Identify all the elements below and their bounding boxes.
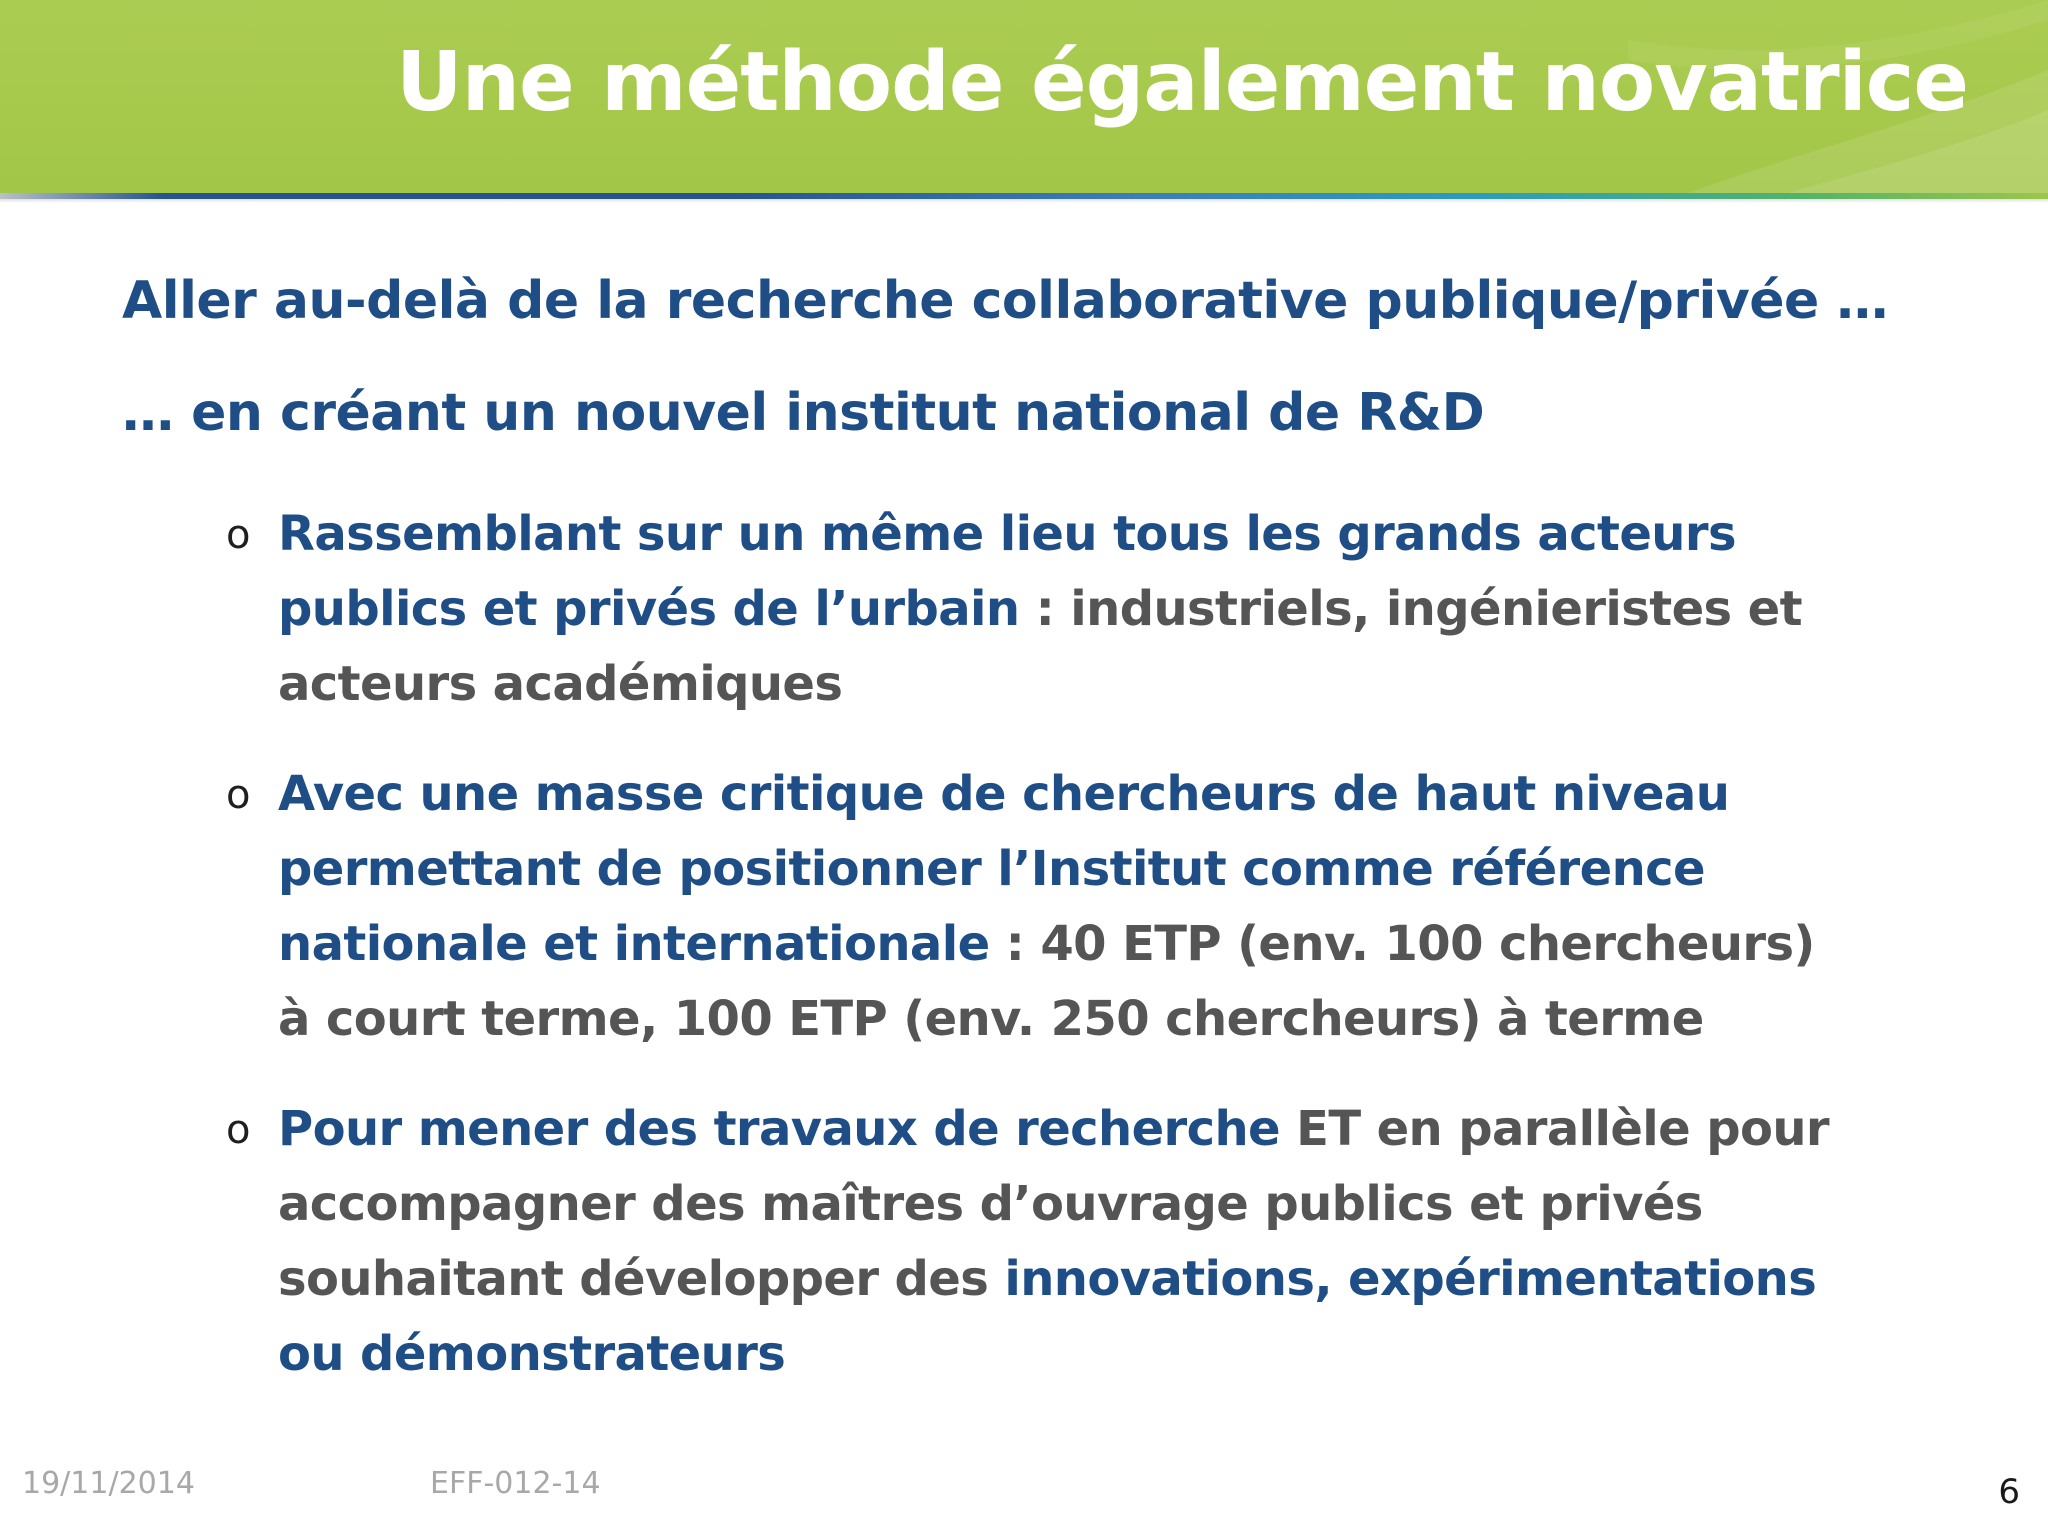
bullet-item-2 xyxy=(122,757,1862,1057)
bullet-1-text: : industriels, ingénieristes et acteurs académiques xyxy=(278,580,1802,712)
bullet-circle-icon: o xyxy=(226,1106,250,1153)
slide-title: Une méthode également novatrice xyxy=(396,35,1968,130)
footer-reference: EFF-012-14 xyxy=(430,1466,601,1501)
bullet-2-highlight: Avec une masse critique de chercheurs de haut niveau permettant de positionner l’Institut comme référence nationale et internationale xyxy=(278,765,1730,972)
bullet-3-highlight: Pour mener des travaux de recherche xyxy=(278,1100,1281,1157)
bullet-3-text: ET en parallèle pour accompagner des maîtres d’ouvrage publics et privés souhaitant développer des xyxy=(278,1100,1829,1307)
bullet-list xyxy=(122,497,1982,1392)
bullet-circle-icon: o xyxy=(226,511,250,558)
bullet-1-highlight: Rassemblant sur un même lieu tous les grands acteurs publics et privés de l’urbain xyxy=(278,505,1736,637)
page-number: 6 xyxy=(1998,1472,2020,1512)
bullet-3-highlight-end: innovations, expérimentations ou démonstrateurs xyxy=(278,1250,1817,1382)
bullet-item-1 xyxy=(122,497,1862,722)
lead-line-1: Aller au-delà de la recherche collaborative publique/privée … xyxy=(122,271,1888,331)
bullet-circle-icon: o xyxy=(226,771,250,818)
header-divider-shadow xyxy=(0,199,2048,203)
slide-content xyxy=(122,270,1982,1392)
bullet-item-3 xyxy=(122,1092,1862,1392)
lead-line-2: … en créant un nouvel institut national de R&D xyxy=(122,383,1485,444)
slide-header xyxy=(0,0,2048,193)
bullet-2-text: : 40 ETP (env. 100 chercheurs) à court terme, 100 ETP (env. 250 chercheurs) à terme xyxy=(278,915,1815,1047)
footer-date: 19/11/2014 xyxy=(22,1466,195,1501)
